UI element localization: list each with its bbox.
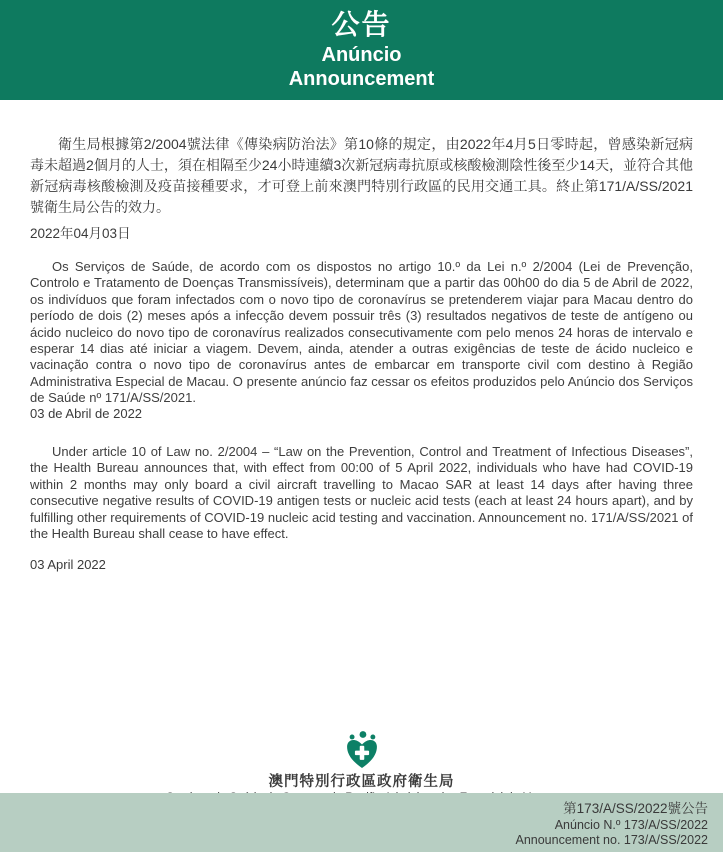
announcement-header <box>0 0 723 100</box>
health-bureau-logo-icon <box>345 731 379 769</box>
footer-ref-zh: 第173/A/SS/2022號公告 <box>563 801 708 816</box>
header-title-zh: 公告 <box>331 9 392 40</box>
date-zh: 2022年04月03日 <box>30 226 131 241</box>
footer-reference-bar <box>0 793 723 852</box>
org-name-zh: 澳門特別行政區政府衛生局 <box>268 774 455 790</box>
footer-ref-pt: Anúncio N.º 173/A/SS/2022 <box>554 818 708 832</box>
date-en: 03 April 2022 <box>30 557 106 572</box>
footer-ref-en: Announcement no. 173/A/SS/2022 <box>515 833 708 847</box>
date-pt: 03 de Abril de 2022 <box>30 406 143 421</box>
header-title-en: Announcement <box>288 68 435 90</box>
body-paragraph-pt: Os Serviços de Saúde, de acordo com os dispostos no artigo 10.º da Lei n.º 2/2004 (Lei de Prevenção, Controlo e Tratamento de Doenças Transmissíveis), determinam que a partir das 00h00 do dia 5 de Abril de 2022, os indivíduos que foram infectados com o novo tipo de coronavírus se pretenderem viajar para Macau dentro do período de dois (2) meses após a infecção devem possuir três (3) resultados negativos de teste de antígeno ou ácido nucleico do novo tipo de coronavírus realizados consecutivamente com pelo menos 24 horas de intervalo e esperar 14 dias até iniciar a viagem. Devem, ainda, atender a outras exigências de teste de ácido nucleico e vacinação contra o novo tipo de coronavírus antes de embarcar em transporte civil com destino à Região Administrativa Especial de Macau. O presente anúncio faz cessar os efeitos produzidos pelo Anúncio dos Serviços de Saúde nº 171/A/SS/2021. <box>30 259 693 406</box>
body-paragraph-en: Under article 10 of Law no. 2/2004 – “Law on the Prevention, Control and Treatment of Infectious Diseases”, the Health Bureau announces that, with effect from 00:00 of 5 April 2022, individuals who have had COVID-19 within 2 months may only board a civil aircraft travelling to Macao SAR at least 14 days after having three consecutive negative results of COVID-19 antigen tests or nucleic acid tests (each at least 24 hours apart), and by fulfilling other requirements of COVID-19 nucleic acid testing and vaccination. Announcement no. 171/A/SS/2021 of the Health Bureau shall cease to have effect. <box>30 444 693 542</box>
header-title-pt: Anúncio <box>321 44 402 66</box>
body-paragraph-zh: 衛生局根據第2/2004號法律《傳染病防治法》第10條的規定，由2022年4月5日零時起，曾感染新冠病毒未超過2個月的人士，須在相隔至少24小時連續3次新冠病毒抗原或核酸檢測陰性後至少14天，並符合其他新冠病毒核酸檢測及疫苗接種要求，才可登上前來澳門特別行政區的民用交通工具。終止第171/A/SS/2021號衛生局公告的效力。 <box>30 136 693 215</box>
